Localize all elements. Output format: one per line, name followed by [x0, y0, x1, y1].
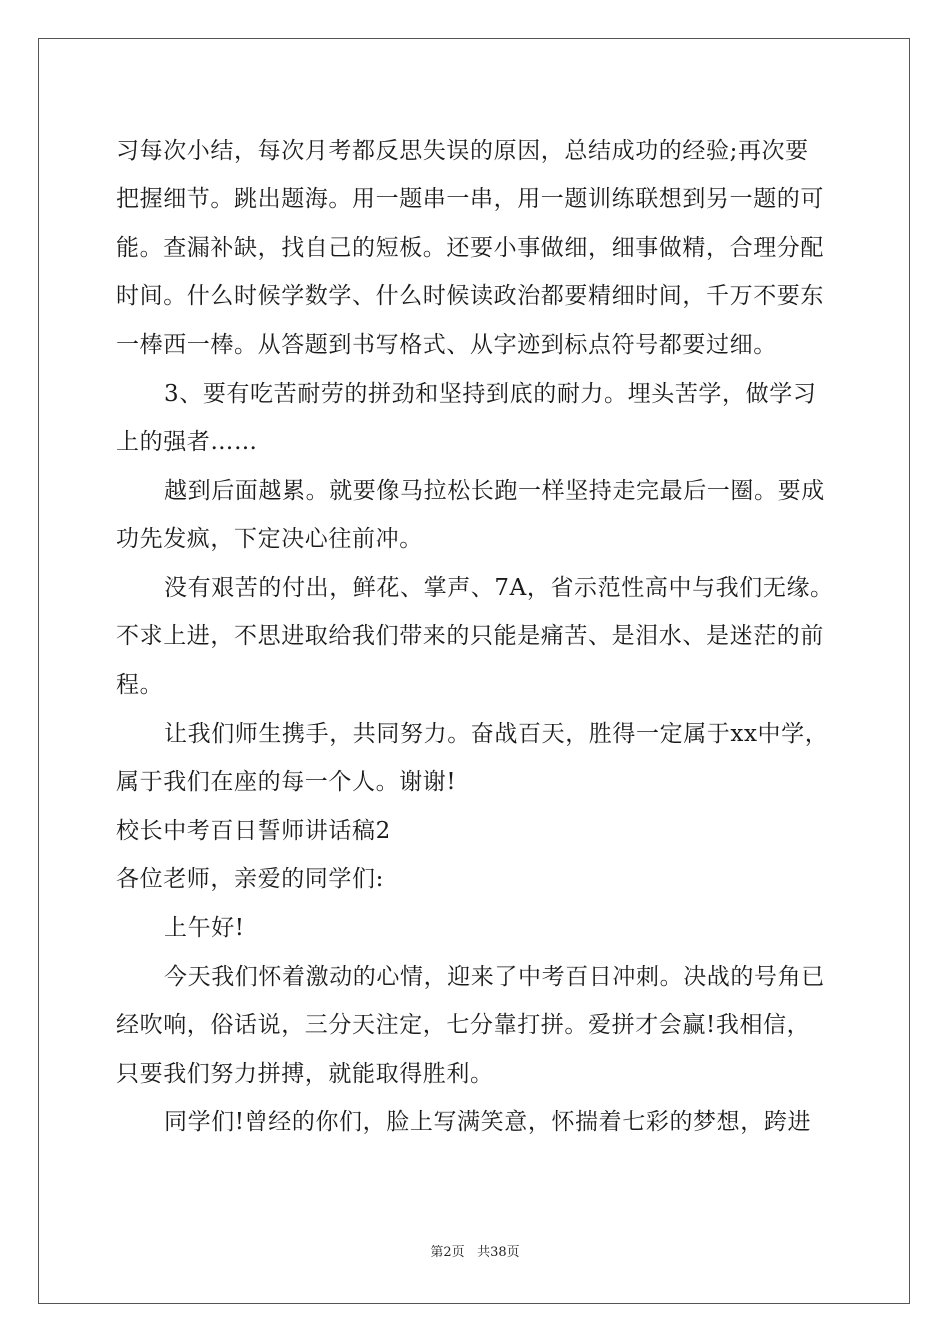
text-line: 不求上进，不思进取给我们带来的只能是痛苦、是泪水、是迷茫的前	[116, 623, 824, 649]
text-line: 程。	[116, 672, 164, 698]
section-heading: 校长中考百日誓师讲话稿2	[116, 818, 391, 844]
text-line: 属于我们在座的每一个人。谢谢!	[116, 769, 457, 795]
total-pages: 共38页	[477, 1245, 520, 1260]
page-footer	[0, 1244, 950, 1262]
text-line: 功先发疯，下定决心往前冲。	[116, 526, 423, 552]
greeting: 上午好!	[164, 915, 245, 941]
text-line: 把握细节。跳出题海。用一题串一串，用一题训练联想到另一题的可	[116, 186, 824, 212]
text-line: 能。查漏补缺，找自己的短板。还要小事做细，细事做精，合理分配	[116, 235, 824, 261]
salutation: 各位老师，亲爱的同学们:	[116, 866, 384, 892]
page-number: 第2页	[430, 1245, 465, 1260]
text-line: 经吹响，俗话说，三分天注定，七分靠打拼。爱拼才会赢!我相信，	[116, 1012, 811, 1038]
text-line: 时间。什么时候学数学、什么时候读政治都要精细时间，千万不要东	[116, 283, 824, 309]
paragraph-start: 让我们师生携手，共同努力。奋战百天，胜得一定属于xx中学，	[164, 721, 829, 747]
paragraph-start: 同学们!曾经的你们，脸上写满笑意，怀揣着七彩的梦想，跨进	[164, 1109, 812, 1135]
paragraph-start: 没有艰苦的付出，鲜花、掌声、7A，省示范性高中与我们无缘。	[164, 575, 834, 601]
paragraph-start: 今天我们怀着激动的心情，迎来了中考百日冲刺。决战的号角已	[164, 964, 825, 990]
text-line: 只要我们努力拼搏，就能取得胜利。	[116, 1061, 494, 1087]
paragraph-start: 越到后面越累。就要像马拉松长跑一样坚持走完最后一圈。要成	[164, 478, 825, 504]
text-line: 一棒西一棒。从答题到书写格式、从字迹到标点符号都要过细。	[116, 332, 777, 358]
text-line: 上的强者……	[116, 429, 258, 455]
paragraph-start: 3、要有吃苦耐劳的拼劲和坚持到底的耐力。埋头苦学，做学习	[164, 381, 817, 407]
text-line: 习每次小结，每次月考都反思失误的原因，总结成功的经验;再次要	[116, 138, 809, 164]
